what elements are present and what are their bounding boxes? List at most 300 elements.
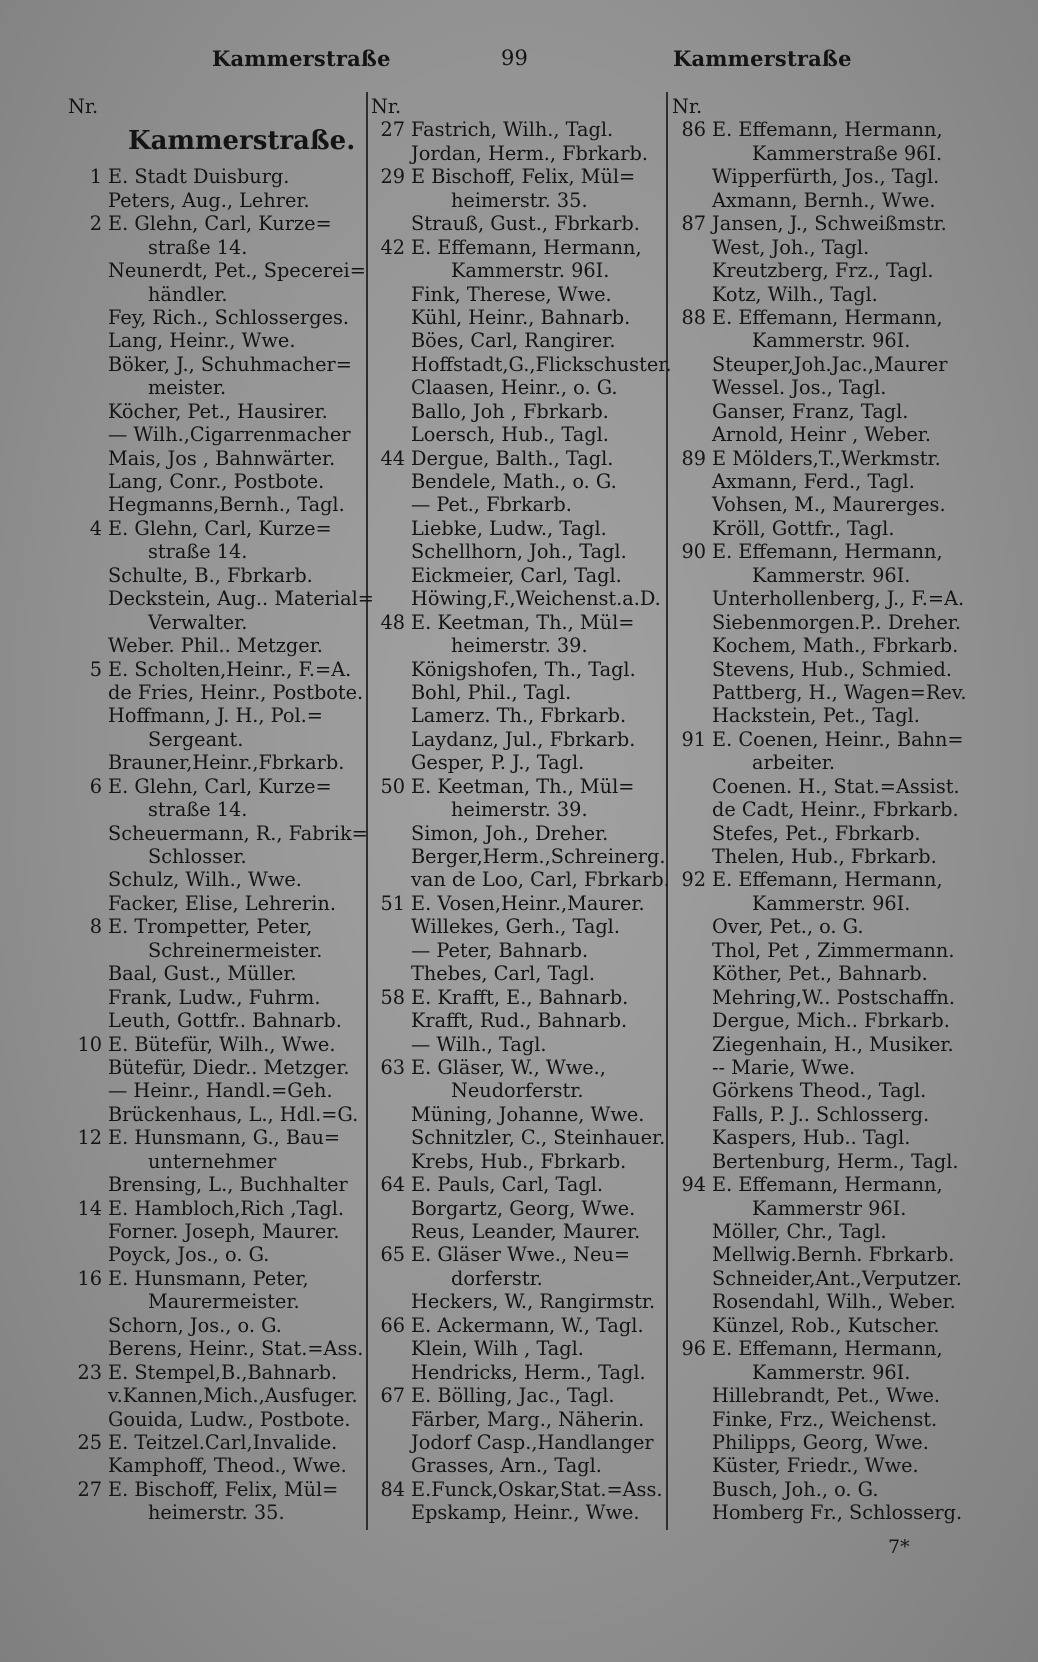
directory-entry bbox=[68, 1314, 364, 1337]
directory-entry bbox=[672, 587, 972, 610]
entry-text: E. Glehn, Carl, Kurze= bbox=[108, 516, 332, 540]
entry-text: E. Effemann, Hermann, bbox=[712, 540, 943, 564]
house-number: 96 bbox=[681, 1337, 706, 1361]
directory-entry bbox=[672, 868, 972, 891]
directory-entry bbox=[68, 423, 364, 446]
entry-text: E. Gläser Wwe., Neu= bbox=[411, 1243, 631, 1267]
directory-entry bbox=[672, 751, 972, 774]
entry-text: de Cadt, Heinr., Fbrkarb. bbox=[712, 798, 959, 822]
directory-entry bbox=[672, 939, 972, 962]
entry-text: Leuth, Gottfr.. Bahnarb. bbox=[108, 1009, 342, 1033]
directory-entry bbox=[68, 306, 364, 329]
entry-text: Weber. Phil.. Metzger. bbox=[108, 634, 323, 658]
entry-text: Over, Pet., o. G. bbox=[712, 915, 864, 939]
directory-entry bbox=[68, 658, 364, 681]
house-number: 84 bbox=[380, 1477, 405, 1501]
entry-text: Schreinermeister. bbox=[148, 938, 323, 962]
directory-entry bbox=[371, 1243, 661, 1266]
entry-text: Köcher, Pet., Hausirer. bbox=[108, 399, 328, 423]
entry-text: E. Effemann, Hermann, bbox=[411, 235, 642, 259]
directory-entry bbox=[68, 353, 364, 376]
directory-entry bbox=[672, 212, 972, 235]
entry-text: Jodorf Casp.,Handlanger bbox=[411, 1430, 654, 1454]
entry-text: unternehmer bbox=[148, 1149, 277, 1173]
directory-entry bbox=[672, 775, 972, 798]
entry-text: Krafft, Rud., Bahnarb. bbox=[411, 1009, 628, 1033]
directory-entry bbox=[672, 1501, 972, 1524]
street-title: Kammerstraße. bbox=[128, 126, 356, 157]
directory-entry bbox=[68, 681, 364, 704]
directory-entry bbox=[68, 962, 364, 985]
directory-entry bbox=[371, 1314, 661, 1337]
directory-entry bbox=[672, 1126, 972, 1149]
house-number: 58 bbox=[380, 985, 405, 1009]
directory-entry bbox=[672, 517, 972, 540]
directory-entry bbox=[68, 447, 364, 470]
directory-entry bbox=[68, 189, 364, 212]
entry-text: Ballo, Joh , Fbrkarb. bbox=[411, 399, 609, 423]
directory-entry bbox=[68, 517, 364, 540]
directory-entry bbox=[672, 1290, 972, 1313]
entry-text: meister. bbox=[148, 376, 227, 400]
directory-entry bbox=[672, 353, 972, 376]
entry-text: Pattberg, H., Wagen=Rev. bbox=[712, 680, 967, 704]
entry-text: Gesper, P. J., Tagl. bbox=[411, 751, 585, 775]
directory-entry bbox=[672, 704, 972, 727]
directory-entry bbox=[672, 236, 972, 259]
directory-entry bbox=[68, 892, 364, 915]
directory-entry bbox=[68, 212, 364, 235]
entry-text: Böes, Carl, Rangirer. bbox=[411, 329, 616, 353]
entry-text: E. Stempel,B.,Bahnarb. bbox=[108, 1360, 338, 1384]
entry-text: Verwalter. bbox=[148, 610, 248, 634]
directory-entry bbox=[68, 540, 364, 563]
entry-text: Finke, Frz., Weichenst. bbox=[712, 1407, 938, 1431]
directory-entry bbox=[672, 798, 972, 821]
entry-text: Thelen, Hub., Fbrkarb. bbox=[712, 845, 937, 868]
directory-entry bbox=[672, 1173, 972, 1196]
directory-entry bbox=[371, 1408, 661, 1431]
column-1 bbox=[68, 95, 374, 1525]
entry-text: Höwing,F.,Weichenst.a.D. bbox=[411, 587, 661, 611]
directory-entry bbox=[371, 986, 661, 1009]
entry-text: Schlosser. bbox=[148, 845, 247, 869]
directory-entry bbox=[672, 329, 972, 352]
directory-entry bbox=[672, 376, 972, 399]
entry-text: Kaspers, Hub.. Tagl. bbox=[712, 1126, 911, 1150]
nr-label: Nr. bbox=[371, 95, 402, 118]
directory-entry bbox=[68, 821, 368, 845]
directory-entry bbox=[371, 423, 661, 446]
directory-entry bbox=[672, 1150, 972, 1173]
entry-text: Hendricks, Herm., Tagl. bbox=[411, 1360, 646, 1384]
entry-text: Poyck, Jos., o. G. bbox=[108, 1243, 270, 1267]
house-number: 87 bbox=[681, 212, 706, 236]
directory-entry bbox=[371, 118, 661, 141]
house-number: 23 bbox=[77, 1360, 102, 1384]
directory-entry bbox=[68, 1056, 364, 1079]
directory-entry bbox=[68, 1150, 364, 1173]
entry-text: Willekes, Gerh., Tagl. bbox=[411, 915, 620, 939]
entry-text: Bendele, Math., o. G. bbox=[411, 470, 617, 493]
entry-text: Schulz, Wilh., Wwe. bbox=[108, 868, 302, 892]
entry-text: Kotz, Wilh., Tagl. bbox=[712, 282, 878, 306]
entry-text: — Wilh., Tagl. bbox=[411, 1032, 547, 1056]
entry-text: E. Effemann, Hermann, bbox=[712, 868, 943, 892]
entry-text: E. Ackermann, W., Tagl. bbox=[411, 1313, 644, 1337]
house-number: 66 bbox=[380, 1313, 405, 1337]
directory-entry bbox=[672, 470, 972, 493]
directory-entry bbox=[672, 118, 972, 141]
entry-text: Deckstein, Aug.. Material= bbox=[108, 587, 374, 611]
directory-entry bbox=[68, 259, 364, 282]
directory-entry bbox=[371, 634, 661, 657]
entry-text: E. Keetman, Th., Mül= bbox=[411, 774, 635, 798]
entry-text: Thebes, Carl, Tagl. bbox=[411, 962, 595, 986]
entry-text: Lamerz. Th., Fbrkarb. bbox=[411, 704, 627, 728]
entry-text: — Pet., Fbrkarb. bbox=[411, 493, 572, 517]
house-number: 1 bbox=[89, 165, 102, 189]
house-number: 14 bbox=[77, 1196, 102, 1220]
entry-text: E. Effemann, Hermann, bbox=[712, 118, 943, 142]
directory-entry bbox=[371, 517, 661, 540]
directory-entry bbox=[371, 728, 661, 751]
directory-entry bbox=[371, 376, 661, 399]
entry-text: Heckers, W., Rangirmstr. bbox=[411, 1290, 656, 1314]
directory-entry bbox=[371, 1150, 661, 1173]
entry-text: heimerstr. 39. bbox=[451, 798, 588, 822]
directory-entry bbox=[68, 1408, 364, 1431]
entry-text: E. Hambloch,Rich ,Tagl. bbox=[108, 1196, 345, 1220]
directory-entry bbox=[371, 751, 661, 774]
entry-text: Kammerstr. 96I. bbox=[752, 1360, 911, 1384]
directory-entry bbox=[68, 1126, 364, 1149]
directory-entry bbox=[68, 1384, 364, 1407]
directory-entry bbox=[672, 728, 972, 751]
directory-entry bbox=[672, 611, 972, 634]
entry-text: Peters, Aug., Lehrer. bbox=[108, 188, 310, 212]
directory-entry bbox=[672, 1408, 972, 1431]
entry-text: Loersch, Hub., Tagl. bbox=[411, 423, 609, 447]
directory-entry bbox=[371, 259, 661, 282]
directory-entry bbox=[371, 283, 661, 306]
entry-text: Künzel, Rob., Kutscher. bbox=[712, 1313, 940, 1337]
entry-text: Hillebrandt, Pet., Wwe. bbox=[712, 1384, 941, 1408]
house-number: 12 bbox=[77, 1126, 102, 1150]
directory-entry bbox=[672, 1033, 972, 1056]
directory-entry bbox=[672, 962, 972, 985]
entry-text: Thol, Pet , Zimmermann. bbox=[712, 938, 955, 962]
page-number: 99 bbox=[501, 46, 529, 70]
house-number: 42 bbox=[380, 235, 405, 259]
directory-entry bbox=[68, 751, 364, 774]
directory-entry bbox=[672, 915, 972, 938]
entry-text: Homberg Fr., Schlosserg. bbox=[712, 1501, 963, 1525]
directory-entry bbox=[672, 822, 972, 845]
running-header-left: Kammerstraße bbox=[212, 46, 391, 71]
entry-text: Busch, Joh., o. G. bbox=[712, 1477, 879, 1501]
entry-text: Claasen, Heinr., o. G. bbox=[411, 376, 618, 400]
entry-text: Kammerstr 96I. bbox=[752, 1196, 907, 1220]
house-number: 90 bbox=[681, 540, 706, 564]
directory-entry bbox=[672, 1431, 972, 1454]
directory-entry bbox=[68, 1033, 364, 1056]
entry-text: Kreutzberg, Frz., Tagl. bbox=[712, 259, 934, 283]
directory-entry bbox=[371, 540, 661, 563]
entry-text: E. Effemann, Hermann, bbox=[712, 1337, 943, 1361]
directory-entry bbox=[68, 611, 364, 634]
entry-text: Philipps, Georg, Wwe. bbox=[712, 1430, 929, 1454]
directory-entry bbox=[371, 1126, 666, 1150]
entry-text: Lang, Conr., Postbote. bbox=[108, 470, 325, 494]
directory-entry bbox=[672, 189, 972, 212]
entry-text: Königshofen, Th., Tagl. bbox=[411, 657, 636, 681]
directory-entry bbox=[371, 1173, 661, 1196]
entry-text: Berger,Herm.,Schreinerg. bbox=[411, 845, 666, 868]
entry-text: Köther, Pet., Bahnarb. bbox=[712, 962, 928, 986]
entry-text: Hoffmann, J. H., Pol.= bbox=[108, 704, 323, 728]
entry-text: Rosendahl, Wilh., Weber. bbox=[712, 1290, 956, 1314]
directory-entry bbox=[371, 189, 661, 212]
entry-text: van de Loo, Carl, Fbrkarb. bbox=[411, 868, 670, 892]
directory-entry bbox=[68, 1243, 364, 1266]
column-3 bbox=[672, 95, 972, 1525]
entry-text: Reus, Leander, Maurer. bbox=[411, 1220, 641, 1243]
directory-entry bbox=[371, 962, 661, 985]
directory-entry bbox=[68, 1220, 364, 1243]
directory-entry bbox=[371, 798, 661, 821]
directory-entry bbox=[68, 1173, 364, 1196]
house-number: 50 bbox=[380, 774, 405, 798]
entry-text: — Heinr., Handl.=Geh. bbox=[108, 1079, 333, 1103]
directory-entry bbox=[371, 868, 670, 892]
house-number: 8 bbox=[89, 915, 102, 939]
directory-entry bbox=[371, 1056, 661, 1079]
directory-entry bbox=[68, 728, 364, 751]
directory-entry bbox=[371, 1454, 661, 1477]
entry-text: -- Marie, Wwe. bbox=[712, 1055, 856, 1079]
entry-text: Dergue, Balth., Tagl. bbox=[411, 446, 614, 470]
entry-text: Wipperfürth, Jos., Tagl. bbox=[712, 165, 940, 189]
entry-text: Falls, P. J.. Schlosserg. bbox=[712, 1102, 930, 1126]
entry-text: arbeiter. bbox=[752, 751, 836, 775]
entry-text: Berens, Heinr., Stat.=Ass. bbox=[108, 1337, 364, 1361]
directory-entry bbox=[371, 447, 661, 470]
entry-text: Bohl, Phil., Tagl. bbox=[411, 680, 572, 704]
directory-entry bbox=[672, 283, 972, 306]
house-number: 94 bbox=[681, 1173, 706, 1197]
directory-entry bbox=[672, 306, 972, 329]
house-number: 2 bbox=[89, 212, 102, 236]
entry-text: Forner. Joseph, Maurer. bbox=[108, 1220, 340, 1244]
column-rule-2 bbox=[666, 92, 668, 1530]
directory-entry bbox=[371, 822, 661, 845]
entry-text: Neunerdt, Pet., Specerei= bbox=[108, 259, 366, 283]
directory-entry bbox=[68, 1337, 364, 1360]
entry-text: E. Krafft, E., Bahnarb. bbox=[411, 985, 629, 1009]
entry-text: E. Effemann, Hermann, bbox=[712, 1173, 943, 1197]
directory-entry bbox=[371, 1337, 661, 1360]
directory-entry bbox=[672, 142, 972, 165]
entry-text: händler. bbox=[148, 282, 228, 306]
directory-entry bbox=[371, 892, 661, 915]
entry-text: Epskamp, Heinr., Wwe. bbox=[411, 1501, 640, 1525]
directory-entry bbox=[672, 892, 972, 915]
directory-entry bbox=[68, 1103, 364, 1126]
directory-entry bbox=[68, 868, 364, 891]
entry-text: dorferstr. bbox=[451, 1266, 543, 1290]
directory-entry bbox=[672, 400, 972, 423]
directory-entry bbox=[371, 611, 661, 634]
entry-text: Simon, Joh., Dreher. bbox=[411, 821, 609, 845]
column-2 bbox=[371, 95, 672, 1525]
entry-text: Hoffstadt,G.,Flickschuster. bbox=[411, 352, 672, 376]
directory-entry bbox=[672, 845, 972, 868]
entry-text: Brückenhaus, L., Hdl.=G. bbox=[108, 1102, 359, 1126]
directory-entry bbox=[672, 1056, 972, 1079]
entry-text: de Fries, Heinr., Postbote. bbox=[108, 680, 364, 704]
directory-entry bbox=[371, 681, 661, 704]
entry-text: E. Scholten,Heinr., F.=A. bbox=[108, 657, 352, 681]
nr-label: Nr. bbox=[68, 95, 99, 118]
directory-entry bbox=[672, 658, 972, 681]
entry-text: Möller, Chr., Tagl. bbox=[712, 1220, 887, 1243]
directory-entry bbox=[371, 1033, 661, 1056]
entry-text: Hegmanns,Bernh., Tagl. bbox=[108, 493, 345, 517]
directory-entry bbox=[672, 1243, 972, 1266]
directory-entry bbox=[68, 587, 374, 611]
entry-text: Fey, Rich., Schlosserges. bbox=[108, 305, 350, 329]
entry-text: Ganser, Franz, Tagl. bbox=[712, 399, 909, 423]
directory-entry bbox=[371, 1197, 661, 1220]
entry-text: Stevens, Hub., Schmied. bbox=[712, 657, 952, 681]
entry-text: E.Funck,Oskar,Stat.=Ass. bbox=[411, 1477, 663, 1501]
house-number: 44 bbox=[380, 446, 405, 470]
directory-entry bbox=[371, 1384, 661, 1407]
entry-text: Müning, Johanne, Wwe. bbox=[411, 1102, 645, 1126]
directory-entry bbox=[68, 1009, 364, 1032]
entry-text: Brauner,Heinr.,Fbrkarb. bbox=[108, 751, 345, 775]
directory-entry bbox=[68, 775, 364, 798]
entry-text: Unterhollenberg, J., F.=A. bbox=[712, 587, 965, 611]
entry-text: Facker, Elise, Lehrerin. bbox=[108, 891, 336, 915]
directory-entry bbox=[371, 775, 661, 798]
entry-text: E Mölders,T.,Werkmstr. bbox=[712, 446, 941, 470]
directory-entry bbox=[371, 1103, 661, 1126]
entry-text: E. Bütefür, Wilh., Wwe. bbox=[108, 1032, 336, 1056]
directory-entry bbox=[68, 915, 364, 938]
entry-text: straße 14. bbox=[148, 540, 248, 564]
entry-text: Frank, Ludw., Fuhrm. bbox=[108, 985, 321, 1009]
directory-entry bbox=[68, 845, 364, 868]
entry-text: Bertenburg, Herm., Tagl. bbox=[712, 1149, 959, 1173]
directory-entry bbox=[371, 845, 666, 868]
house-number: 4 bbox=[89, 516, 102, 540]
entry-text: E. Trompetter, Peter, bbox=[108, 915, 313, 939]
directory-entry bbox=[68, 165, 364, 188]
running-header-right: Kammerstraße bbox=[673, 46, 852, 71]
entry-text: heimerstr. 35. bbox=[148, 1501, 285, 1525]
entry-text: Görkens Theod., Tagl. bbox=[712, 1079, 927, 1103]
entry-text: Sergeant. bbox=[148, 727, 244, 751]
house-number: 86 bbox=[681, 118, 706, 142]
entry-text: straße 14. bbox=[148, 798, 248, 822]
entry-text: Mais, Jos , Bahnwärter. bbox=[108, 446, 336, 470]
entry-text: Baal, Gust., Müller. bbox=[108, 962, 297, 986]
directory-entry bbox=[371, 704, 661, 727]
entry-text: Kröll, Gottfr., Tagl. bbox=[712, 516, 895, 540]
directory-entry bbox=[371, 1290, 661, 1313]
entry-text: E. Effemann, Hermann, bbox=[712, 305, 943, 329]
directory-entry bbox=[68, 329, 364, 352]
directory-entry bbox=[68, 1501, 364, 1524]
house-number: 64 bbox=[380, 1173, 405, 1197]
directory-entry bbox=[672, 1384, 972, 1407]
entry-text: Lang, Heinr., Wwe. bbox=[108, 329, 296, 353]
entry-text: Maurermeister. bbox=[148, 1290, 300, 1314]
entry-text: Kammerstr. 96I. bbox=[752, 329, 911, 353]
directory-entry bbox=[672, 447, 972, 470]
house-number: 63 bbox=[380, 1055, 405, 1079]
entry-text: Axmann, Ferd., Tagl. bbox=[712, 470, 915, 493]
directory-entry bbox=[371, 142, 661, 165]
directory-entry bbox=[68, 704, 364, 727]
entry-text: Strauß, Gust., Fbrkarb. bbox=[411, 212, 640, 236]
directory-entry bbox=[672, 423, 972, 446]
entry-text: E. Vosen,Heinr.,Maurer. bbox=[411, 891, 645, 915]
directory-entry bbox=[68, 634, 364, 657]
directory-entry bbox=[68, 470, 364, 493]
directory-entry bbox=[68, 798, 364, 821]
directory-entry bbox=[672, 1197, 972, 1220]
house-number: 6 bbox=[89, 774, 102, 798]
directory-entry bbox=[672, 540, 972, 563]
entry-text: Axmann, Bernh., Wwe. bbox=[712, 188, 936, 212]
directory-entry bbox=[371, 915, 661, 938]
directory-entry bbox=[371, 1431, 661, 1454]
signature-mark: 7* bbox=[888, 1536, 910, 1558]
directory-entry bbox=[371, 352, 672, 376]
directory-entry bbox=[672, 1220, 972, 1243]
directory-entry bbox=[68, 283, 364, 306]
directory-entry bbox=[68, 376, 364, 399]
directory-entry bbox=[68, 1079, 364, 1102]
directory-entry bbox=[672, 259, 972, 282]
directory-entry bbox=[672, 681, 972, 704]
directory-entry bbox=[371, 493, 661, 516]
entry-text: Ziegenhain, H., Musiker. bbox=[712, 1032, 954, 1056]
entry-text: E. Coenen, Heinr., Bahn= bbox=[712, 727, 964, 751]
entry-text: Krebs, Hub., Fbrkarb. bbox=[411, 1149, 627, 1173]
directory-entry bbox=[672, 1267, 972, 1290]
entry-text: Schnitzler, C., Steinhauer. bbox=[411, 1126, 666, 1150]
house-number: 91 bbox=[681, 727, 706, 751]
entry-text: Kammerstraße 96I. bbox=[752, 141, 943, 165]
directory-entry bbox=[672, 986, 972, 1009]
directory-entry bbox=[68, 493, 364, 516]
entry-text: Mehring,W.. Postschaffn. bbox=[712, 985, 955, 1009]
entry-text: Kühl, Heinr., Bahnarb. bbox=[411, 305, 631, 329]
entry-text: Grasses, Arn., Tagl. bbox=[411, 1454, 602, 1478]
directory-entry bbox=[68, 400, 364, 423]
directory-entry bbox=[68, 1197, 364, 1220]
directory-entry bbox=[68, 986, 364, 1009]
house-number: 48 bbox=[380, 610, 405, 634]
entry-text: E. Hunsmann, G., Bau= bbox=[108, 1126, 341, 1150]
entry-text: E. Glehn, Carl, Kurze= bbox=[108, 774, 332, 798]
entry-text: Siebenmorgen.P.. Dreher. bbox=[712, 610, 961, 634]
entry-text: Neudorferstr. bbox=[451, 1079, 584, 1103]
